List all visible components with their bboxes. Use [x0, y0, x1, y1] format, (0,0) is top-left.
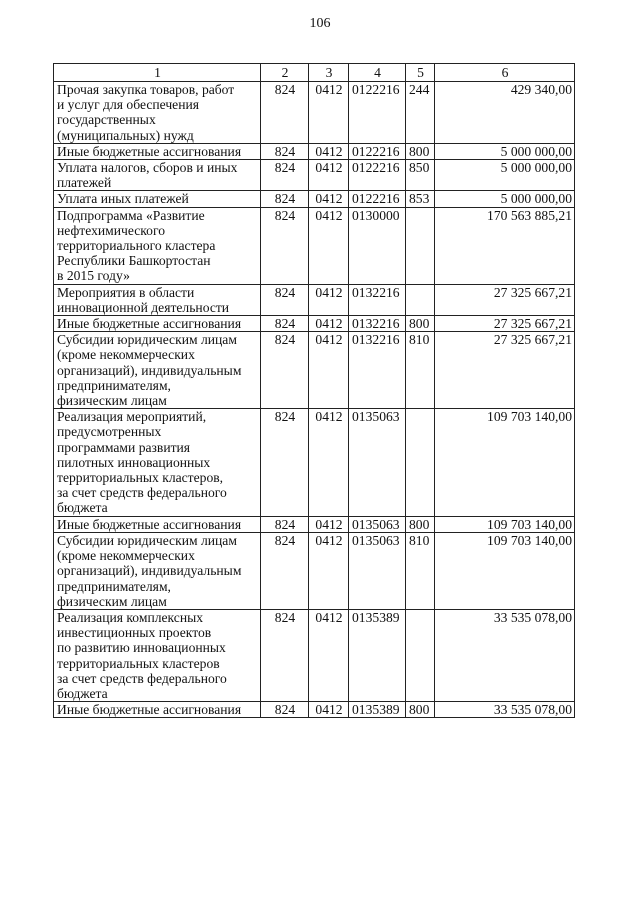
- table-row: [54, 284, 575, 315]
- row-amount: 429 340,00: [435, 82, 575, 144]
- row-amount: 33 535 078,00: [435, 702, 575, 718]
- row-article: 0130000: [349, 207, 406, 284]
- row-section: 0412: [309, 191, 349, 207]
- row-name: Мероприятия в области инновационной деятельности: [54, 284, 261, 315]
- row-name: Прочая закупка товаров, работ и услуг для обеспечения государственных (муниципальных) нужд: [54, 82, 261, 144]
- row-amount: 27 325 667,21: [435, 284, 575, 315]
- row-section: 0412: [309, 160, 349, 191]
- row-amount: 33 535 078,00: [435, 609, 575, 701]
- row-name: Иные бюджетные ассигнования: [54, 143, 261, 159]
- column-header: 4: [349, 64, 406, 82]
- header-row: [54, 64, 575, 82]
- row-section: 0412: [309, 532, 349, 609]
- table-row: [54, 143, 575, 159]
- row-section: 0412: [309, 82, 349, 144]
- row-section: 0412: [309, 143, 349, 159]
- row-amount: 109 703 140,00: [435, 409, 575, 516]
- row-section: 0412: [309, 609, 349, 701]
- row-expense-type: 800: [406, 516, 435, 532]
- row-article: 0122216: [349, 191, 406, 207]
- row-code: 824: [261, 609, 309, 701]
- row-section: 0412: [309, 332, 349, 409]
- row-name: Иные бюджетные ассигнования: [54, 516, 261, 532]
- row-expense-type: 810: [406, 332, 435, 409]
- row-expense-type: 853: [406, 191, 435, 207]
- row-amount: 109 703 140,00: [435, 516, 575, 532]
- row-name: Иные бюджетные ассигнования: [54, 316, 261, 332]
- row-article: 0135389: [349, 702, 406, 718]
- row-article: 0135389: [349, 609, 406, 701]
- row-expense-type: 800: [406, 316, 435, 332]
- row-section: 0412: [309, 284, 349, 315]
- row-code: 824: [261, 191, 309, 207]
- row-name: Подпрограмма «Развитие нефтехимического территориального кластера Республики Башкортостан в 2015 году»: [54, 207, 261, 284]
- row-code: 824: [261, 143, 309, 159]
- table-row: [54, 332, 575, 409]
- row-name: Субсидии юридическим лицам (кроме некоммерческих организаций), индивидуальным предпринимателям, физическим лицам: [54, 532, 261, 609]
- row-article: 0132216: [349, 284, 406, 315]
- row-section: 0412: [309, 409, 349, 516]
- row-expense-type: 800: [406, 702, 435, 718]
- column-header: 3: [309, 64, 349, 82]
- budget-table: [53, 63, 575, 718]
- row-article: 0122216: [349, 143, 406, 159]
- row-name: Субсидии юридическим лицам (кроме некоммерческих организаций), индивидуальным предпринимателям, физическим лицам: [54, 332, 261, 409]
- column-header: 2: [261, 64, 309, 82]
- row-code: 824: [261, 207, 309, 284]
- row-code: 824: [261, 332, 309, 409]
- row-amount: 27 325 667,21: [435, 316, 575, 332]
- row-section: 0412: [309, 702, 349, 718]
- table-row: [54, 160, 575, 191]
- table-row: [54, 191, 575, 207]
- table-row: [54, 516, 575, 532]
- table-row: [54, 316, 575, 332]
- row-amount: 27 325 667,21: [435, 332, 575, 409]
- row-article: 0135063: [349, 516, 406, 532]
- row-expense-type: 850: [406, 160, 435, 191]
- row-code: 824: [261, 702, 309, 718]
- table-row: [54, 609, 575, 701]
- row-amount: 5 000 000,00: [435, 160, 575, 191]
- row-code: 824: [261, 532, 309, 609]
- column-header: 5: [406, 64, 435, 82]
- row-name: Уплата налогов, сборов и иных платежей: [54, 160, 261, 191]
- row-expense-type: [406, 284, 435, 315]
- row-name: Уплата иных платежей: [54, 191, 261, 207]
- table-row: [54, 207, 575, 284]
- table-row: [54, 532, 575, 609]
- row-code: 824: [261, 409, 309, 516]
- row-expense-type: 800: [406, 143, 435, 159]
- row-name: Реализация комплексных инвестиционных проектов по развитию инновационных территориальных кластеров за счет средств федерального бюджета: [54, 609, 261, 701]
- row-amount: 5 000 000,00: [435, 143, 575, 159]
- row-article: 0135063: [349, 409, 406, 516]
- row-article: 0135063: [349, 532, 406, 609]
- row-expense-type: [406, 609, 435, 701]
- row-article: 0122216: [349, 82, 406, 144]
- row-code: 824: [261, 284, 309, 315]
- table-body: [54, 82, 575, 718]
- row-amount: 170 563 885,21: [435, 207, 575, 284]
- column-header: 6: [435, 64, 575, 82]
- row-section: 0412: [309, 316, 349, 332]
- row-amount: 109 703 140,00: [435, 532, 575, 609]
- row-expense-type: 244: [406, 82, 435, 144]
- table-row: [54, 82, 575, 144]
- row-article: 0122216: [349, 160, 406, 191]
- row-code: 824: [261, 316, 309, 332]
- row-expense-type: [406, 409, 435, 516]
- table-row: [54, 702, 575, 718]
- row-section: 0412: [309, 207, 349, 284]
- table-row: [54, 409, 575, 516]
- row-code: 824: [261, 160, 309, 191]
- row-expense-type: 810: [406, 532, 435, 609]
- row-amount: 5 000 000,00: [435, 191, 575, 207]
- row-name: Иные бюджетные ассигнования: [54, 702, 261, 718]
- row-expense-type: [406, 207, 435, 284]
- page-number: 106: [309, 16, 331, 31]
- row-section: 0412: [309, 516, 349, 532]
- column-header: 1: [54, 64, 261, 82]
- row-code: 824: [261, 82, 309, 144]
- row-name: Реализация мероприятий, предусмотренных программами развития пилотных инновационных территориальных кластеров, за счет средств федерального бюджета: [54, 409, 261, 516]
- row-article: 0132216: [349, 332, 406, 409]
- row-code: 824: [261, 516, 309, 532]
- row-article: 0132216: [349, 316, 406, 332]
